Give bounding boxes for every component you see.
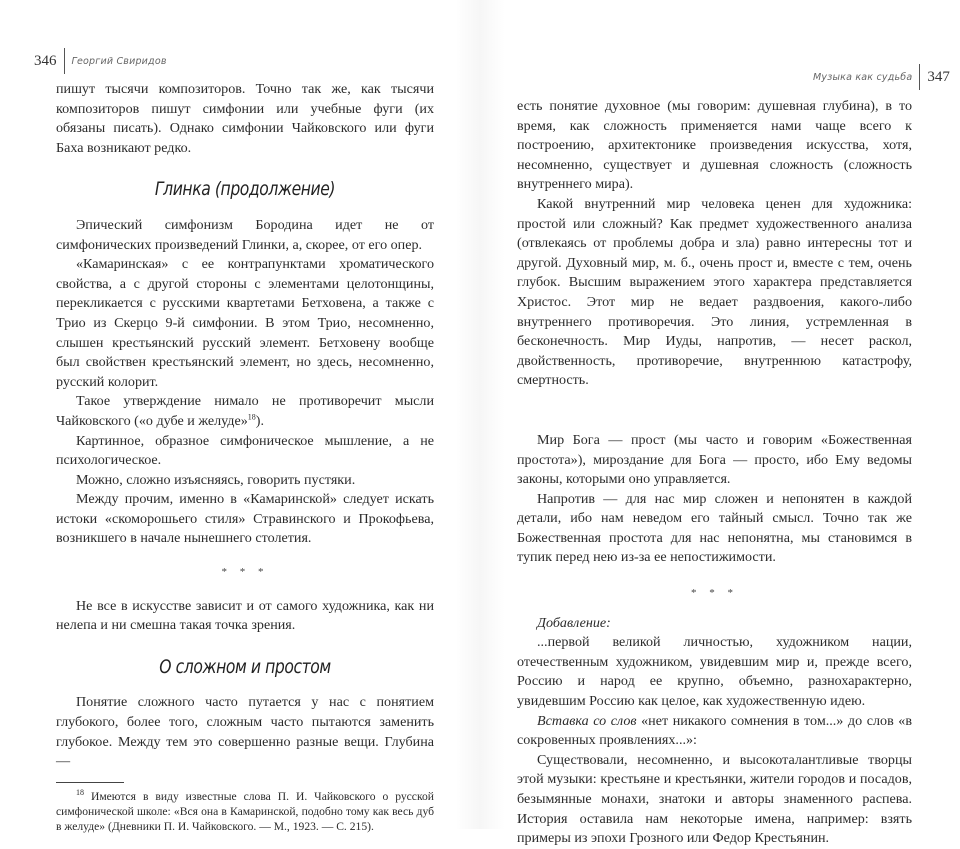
paragraph: Не все в искусстве зависит и от самого художника, как ни нелепа и ни смешна такая точка зрения. xyxy=(56,597,434,634)
paragraph: есть понятие духовное (мы говорим: душевная глубина), в то время, как сложность применяется нами чаще всего к построению, архитектонике произведения искусства, хотя, несомненно, существует и душевная сложность (сложность внутреннего мира). xyxy=(517,98,912,193)
footnote-reference[interactable]: 18 xyxy=(247,412,256,422)
paragraph: Какой внутренний мир человека ценен для художника: простой или сложный? Как предмет художественного анализа (отвлекаясь от проблемы добра и зла) равно интересны тот и другой. Духовный мир, м. б., очень прост и, вместе с тем, очень глубок. Высшим выражением этого характера представляется Христос. Этот мир не ведает раздвоения, какого-либо внутреннего противоречия. Это линия, устремленная в бесконечность. Мир Иуды, напротив, — несет раскол, двойственность, противоречие, внутреннюю катастрофу, смертность. xyxy=(517,195,912,389)
paragraph: ...первой великой личностью, художником нации, отечественным художником, увидевшим мир и, прежде всего, Россию и народ ее крупно, объемно, разнохарактерно, увидевшим Россию как целое, как художественную идею. xyxy=(517,634,912,710)
paragraph-tail: ). xyxy=(255,412,265,429)
paragraph: Понятие сложного часто путается у нас с понятием глубокого, более того, сложным часто пытаются заменить глубокое. Между тем это совершенно разные вещи. Глубина — xyxy=(56,694,434,770)
paragraph: Существовали, несомненно, и высокоталантливые творцы этой музыки: крестьяне и крестьянки, жители городов и посадов, безымянные монахи, знатоки и авторы знаменного распева. История оставила нам некоторые имена, например: взять примеры из эпохи Грозного или Федор Крестьянин. xyxy=(517,751,912,847)
paragraph: Напротив — для нас мир сложен и непонятен в каждой детали, ибо нам неведом его тайный смысл. Точно так же Божественная простота для нас непонятна, мы становимся в тупик перед нею из-за ее непостижимости. xyxy=(517,490,912,566)
header-divider xyxy=(919,64,920,90)
right-running-head xyxy=(813,64,950,90)
paragraph: Мир Бога — прост (мы часто и говорим «Божественная простота»), мироздание для Бога — просто, ибо Ему ведомы законы, которыми оно управляется. xyxy=(517,431,912,488)
left-page xyxy=(0,0,480,833)
continued-paragraph: пишут тысячи композиторов. Точно так же, как тысячи композиторов пишут симфонии или учебные фуги (их обязаны писать). Однако симфонии Чайковского или фуги Баха возникают редко. xyxy=(56,81,434,156)
page-number: 346 xyxy=(34,52,57,69)
addition-label: Добавление: xyxy=(537,614,611,631)
section-separator: * * * xyxy=(691,587,738,600)
paragraph-text: Такое утверждение нимало не противоречит мысли Чайковского («о дубе и желуде» xyxy=(56,393,434,429)
paragraph xyxy=(56,392,434,431)
footnote xyxy=(56,789,434,834)
section-separator: * * * xyxy=(221,566,269,579)
paragraph: Эпический симфонизм Бородина идет не от симфонических произведений Глинки, а, скорее, от его опер. xyxy=(56,216,434,253)
insert-label: Вставка со слов xyxy=(537,712,637,729)
footnote-divider xyxy=(56,782,124,783)
page-number: 347 xyxy=(927,68,950,85)
paragraph: Можно, сложно изъясняясь, говорить пустяки. xyxy=(76,471,356,488)
running-title: Музыка как судьба xyxy=(813,71,913,83)
right-page xyxy=(480,0,960,847)
left-text-block xyxy=(56,80,434,834)
running-title: Георгий Свиридов xyxy=(71,55,167,67)
header-divider xyxy=(64,48,65,74)
left-running-head xyxy=(34,48,167,74)
section-heading-complex-simple: О сложном и простом xyxy=(159,655,331,678)
paragraph xyxy=(517,712,912,751)
footnote-number: 18 xyxy=(76,787,84,797)
footnote-text: Имеются в виду известные слова П. И. Чайковского о русской симфонической школе: «Вся она в Камаринской, подобно тому как весь дуб в желуде» (Дневники П. И. Чайковского. — М., 1923. — С. 215). xyxy=(56,789,435,833)
insert-text: «нет никакого сомнения в том...» до слов «в сокровенных проявлениях...»: xyxy=(517,712,913,749)
right-text-block xyxy=(517,97,912,849)
paragraph: «Камаринская» с ее контрапунктами хроматического свойства, а с другой стороны с элементами целотонщины, перекликается с русскими квартетами Бетховена, а также с Трио из Скерцо 9-й симфонии. В этом Трио, несомненно, слышен крестьянский русский элемент. Бетховену вообще был свойствен крестьянский элемент, но здесь, несомненно, русский колорит. xyxy=(56,256,434,390)
paragraph: Картинное, образное симфоническое мышление, а не психологическое. xyxy=(56,432,434,469)
paragraph: Между прочим, именно в «Камаринской» следует искать истоки «скоморошьего стиля» Стравинского и Прокофьева, возникшего в начале нынешнего столетия. xyxy=(56,491,434,547)
section-heading-glinka: Глинка (продолжение) xyxy=(154,178,336,201)
